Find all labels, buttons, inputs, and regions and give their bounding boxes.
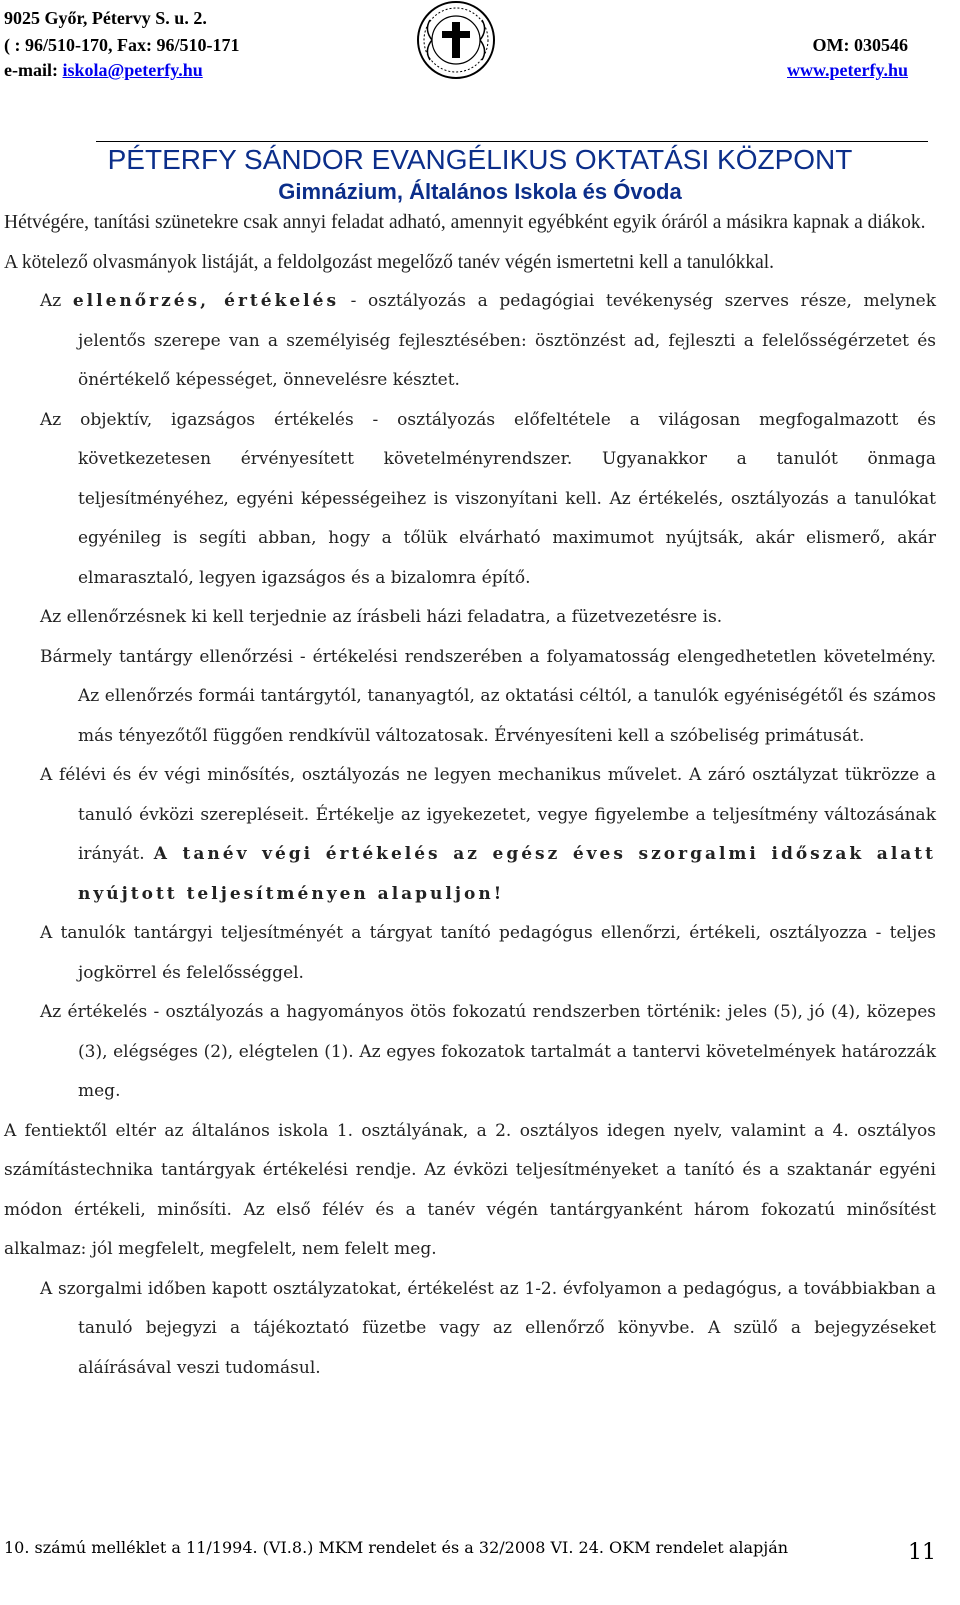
paragraph-assessment-role: [0, 282, 936, 401]
paragraph-continuity: Bármely tantárgy ellenőrzési - értékelési rendszerében a folyamatosság elengedhetetlen követelmény. Az ellenőrzés formái tantárgytól, tananyagtól, az oktatási céltól, a tanulók egyéniségétől és számos más tényezőtől függően rendkívül változatosak. Érvényesíteni kell a szóbeliség primátusát.: [40, 646, 936, 746]
page-number: 11: [908, 1540, 936, 1565]
text-span: Az: [40, 291, 73, 311]
footer-reference: 10. számú melléklet a 11/1994. (VI.8.) MKM rendelet és a 32/2008 VI. 24. OKM rendelet alapján: [4, 1538, 789, 1557]
text-span: A félévi és év végi minősítés, osztályozás ne legyen mechanikus művelet. A záró osztályzat tükrözze a tanuló évközi szerepléseit. Értékelje az igyekezetet, vegye figyelembe a teljesítmény változásának irányát.: [40, 765, 936, 864]
text-span: - osztályozás a pedagógiai tevékenység szerves része, melynek jelentős szerepe van a személyiség fejlesztésében: ösztönzést ad, fejleszti a felelősségérzetet és önértékelő képességet, önnevelésre késztet.: [78, 291, 937, 390]
school-seal-logo: [404, 0, 508, 80]
paragraph-term-grading: [0, 756, 936, 914]
header-divider: [96, 141, 928, 142]
website-url[interactable]: www.peterfy.hu: [787, 60, 908, 80]
emphasis-text: A tanév végi értékelés az egész éves szorgalmi időszak alatt nyújtott teljesítményen alapuljon!: [78, 844, 937, 904]
paragraph-grade-recording: A szorgalmi időben kapott osztályzatokat, értékelést az 1-2. évfolyamon a pedagógus, a továbbiakban a tanuló bejegyzi a tájékoztató füzetbe vagy az ellenőrző könyvbe. A szülő a bejegyzéseket aláírásával veszi tudomásul.: [40, 1278, 936, 1378]
om-identifier: OM: 030546: [812, 35, 908, 55]
organization-name: PÉTERFY SÁNDOR EVANGÉLIKUS OKTATÁSI KÖZPONT: [107, 144, 853, 175]
email-link[interactable]: iskola@peterfy.hu: [62, 60, 203, 80]
paragraph-homework-weekend: Hétvégére, tanítási szünetekre csak annyi feladat adható, amennyit egyébként egyik óráról a másikra kapnak a diákok.: [4, 212, 926, 233]
email-label: e-mail:: [4, 60, 63, 80]
paragraph-grade-scale: Az értékelés - osztályozás a hagyományos ötös fokozatú rendszerben történik: jeles (5), jó (4), közepes (3), elégséges (2), elégtelen (1). Az egyes fokozatok tartalmát a tantervi követelmények határozzák meg.: [40, 1002, 936, 1101]
paragraph-objective-assessment: Az objektív, igazságos értékelés - osztályozás előfeltétele a világosan megfogalmazott és következetesen érvényesített követelményrendszer. Ugyanakkor a tanulót önmaga teljesítményéhez, egyéni képességeihez is viszonyítani kell. Az értékelés, osztályozás a tanulókat egyénileg is segíti abban, hogy a tőlük elvárható maximumot nyújtsák, akár elismerő, akár elmarasztaló, legyen igazságos és a bizalomra építő.: [40, 409, 936, 588]
paragraph-exceptions: A fentiektől eltér az általános iskola 1. osztályának, a 2. osztályos idegen nyelv, valamint a 4. osztályos számítástechnika tantárgyak értékelési rendje. Az évközi teljesítményeket a tanító és a szaktanár egyéni módon értékeli, minősíti. Az első félév és a tanév végén tantárgyanként három fokozatú minősítést alkalmaz: jól megfelelt, megfelelt, nem felelt meg.: [4, 1120, 936, 1259]
school-address: 9025 Győr, Pétervy S. u. 2.: [4, 8, 207, 28]
organization-subtitle: Gimnázium, Általános Iskola és Óvoda: [278, 179, 682, 204]
school-email: [4, 60, 203, 80]
document-body: [0, 203, 936, 1388]
emphasis-text: ellenőrzés, értékelés: [72, 291, 340, 311]
school-phone: ( : 96/510-170, Fax: 96/510-171: [4, 35, 240, 55]
paragraph-homework-check: Az ellenőrzésnek ki kell terjednie az írásbeli házi feladatra, a füzetvezetésre is.: [40, 607, 723, 627]
paragraph-reading-list: A kötelező olvasmányok listáját, a feldolgozást megelőző tanév végén ismertetni kell a tanulókkal.: [4, 251, 775, 273]
paragraph-teacher-responsibility: A tanulók tantárgyi teljesítményét a tárgyat tanító pedagógus ellenőrzi, értékeli, osztályozza - teljes jogkörrel és felelősséggel.: [40, 923, 936, 983]
website-link[interactable]: [787, 60, 908, 80]
